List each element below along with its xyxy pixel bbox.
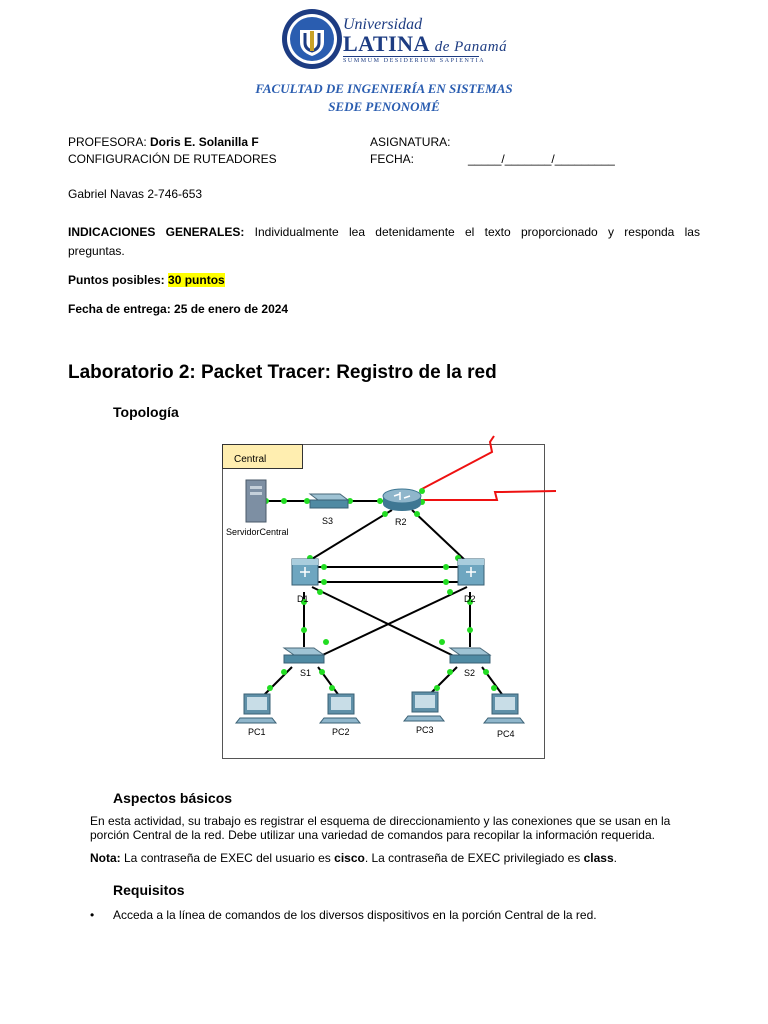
student-name: Gabriel Navas 2-746-653 <box>68 187 203 201</box>
bullet-icon: • <box>90 908 95 922</box>
d2-label: D2 <box>464 594 476 604</box>
router-r2-icon <box>383 489 421 511</box>
central-area-label: Central <box>234 454 267 465</box>
multilayer-switch-d2-icon <box>458 559 484 585</box>
pc3-label: PC3 <box>416 725 434 735</box>
r2-label: R2 <box>395 517 407 527</box>
basics-line1: En esta actividad, su trabajo es registrar el esquema de direccionamiento y las conexiones que se usan en la <box>90 814 671 828</box>
topology-heading: Topología <box>113 404 179 420</box>
points-highlight: 30 puntos <box>168 273 225 287</box>
s2-label: S2 <box>464 668 476 678</box>
switch-s2-icon <box>450 648 490 663</box>
server-icon <box>246 480 266 522</box>
pc1-label: PC1 <box>248 727 266 737</box>
server-label: ServidorCentral <box>226 527 289 537</box>
instructions-line2: preguntas. <box>68 244 125 258</box>
topology-diagram <box>222 432 562 762</box>
logo-line2: LATINA de Panamá <box>343 31 508 56</box>
lab-title: Laboratorio 2: Packet Tracer: Registro de la red <box>68 362 497 383</box>
requirement-item: • Acceda a la línea de comandos de los diversos dispositivos en la porción Central de la red. <box>90 908 597 922</box>
profesora-line: PROFESORA: Doris E. Solanilla F <box>68 135 259 149</box>
multilayer-switch-d1-icon <box>292 559 318 585</box>
pc2-label: PC2 <box>332 727 350 737</box>
note-line: Nota: La contraseña de EXEC del usuario es cisco. La contraseña de EXEC privilegiado es class. <box>90 851 617 865</box>
university-logo <box>281 8 343 70</box>
university-seal-icon <box>281 8 343 70</box>
instructions-line1: INDICACIONES GENERALES: Individualmente lea detenidamente el texto proporcionado y responda las <box>68 225 700 239</box>
logo-line1: Universidad <box>343 16 423 33</box>
s1-label: S1 <box>300 668 312 678</box>
fecha-value: _____/_______/_________ <box>468 152 615 166</box>
points-line: Puntos posibles: 30 puntos <box>68 273 225 287</box>
basics-line2: porción Central de la red. Debe utilizar una variedad de comandos para recopilar la información requerida. <box>90 828 655 842</box>
asignatura-label: ASIGNATURA: <box>370 135 451 149</box>
campus-title: SEDE PENONOMÉ <box>328 99 440 114</box>
switch-s1-icon <box>284 648 324 663</box>
course-name: CONFIGURACIÓN DE RUTEADORES <box>68 152 277 166</box>
logo-motto: SUMMUM DESIDERIUM SAPIENTIA <box>343 58 486 64</box>
logo-rule <box>343 56 479 57</box>
faculty-title: FACULTAD DE INGENIERÍA EN SISTEMAS <box>255 81 513 96</box>
d1-label: D1 <box>297 594 309 604</box>
basics-heading: Aspectos básicos <box>113 790 233 806</box>
switch-s3-icon <box>310 494 348 508</box>
due-date: Fecha de entrega: 25 de enero de 2024 <box>68 302 289 316</box>
s3-label: S3 <box>322 516 334 526</box>
requirements-heading: Requisitos <box>113 882 185 898</box>
pc4-label: PC4 <box>497 729 515 739</box>
fecha-label: FECHA: <box>370 152 415 166</box>
